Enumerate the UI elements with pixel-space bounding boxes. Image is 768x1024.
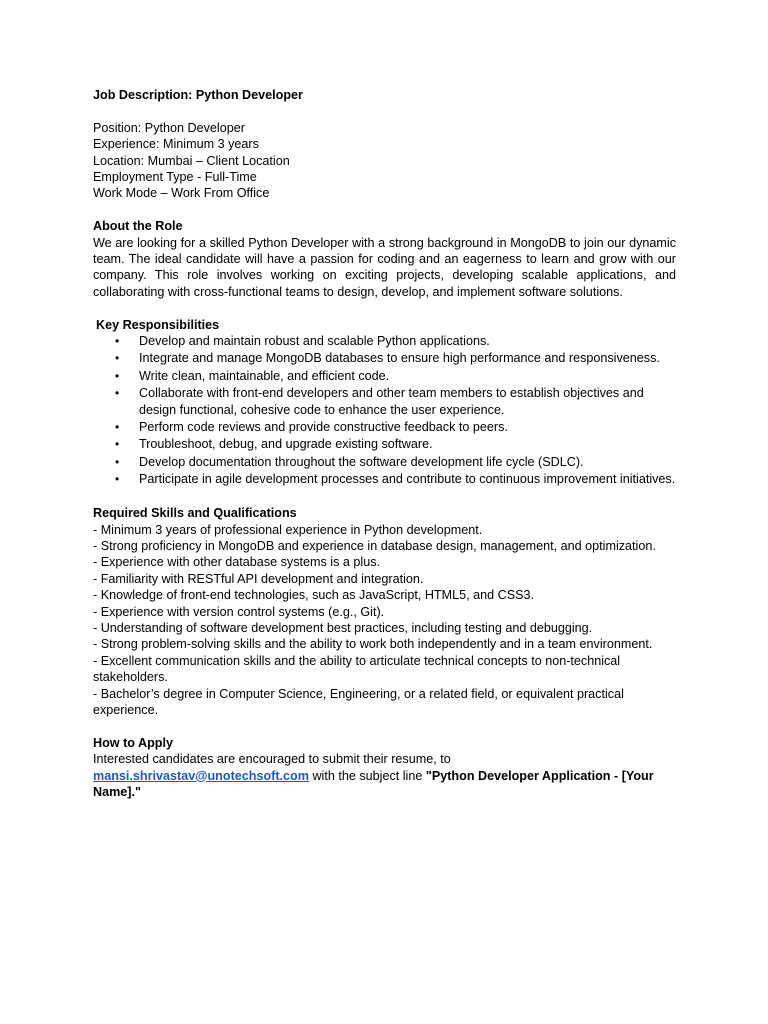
about-text: We are looking for a skilled Python Developer with a strong background in MongoDB to join our dynamic team. The ideal candidate will have a passion for coding and an eagerness to learn and grow with our company. This role involves working on exciting projects, developing scalable applications, and collaborating with cross-functional teams to design, develop, and implement software solutions. bbox=[93, 235, 676, 299]
skill-item: - Strong problem-solving skills and the ability to work both independently and in a team environment. bbox=[93, 637, 653, 652]
bullet-icon: • bbox=[115, 351, 120, 366]
list-item-text: Collaborate with front-end developers and other team members to establish objectives and design functional, cohesive code to enhance the user experience. bbox=[139, 386, 644, 417]
skills-heading: Required Skills and Qualifications bbox=[93, 506, 297, 521]
about-section bbox=[93, 218, 676, 300]
list-item-text: Participate in agile development processes and contribute to continuous improvement initiatives. bbox=[139, 472, 676, 487]
apply-heading: How to Apply bbox=[93, 735, 173, 750]
bullet-icon: • bbox=[115, 420, 120, 435]
responsibilities-section bbox=[93, 317, 676, 488]
responsibilities-heading: Key Responsibilities bbox=[96, 317, 220, 332]
skill-item: - Understanding of software development best practices, including testing and debugging. bbox=[93, 620, 593, 635]
apply-section bbox=[93, 735, 676, 801]
bullet-icon: • bbox=[115, 437, 120, 452]
email-link[interactable]: mansi.shrivastav@unotechsoft.com bbox=[93, 768, 309, 783]
subject-prefix: with the subject line bbox=[308, 768, 426, 783]
skill-item: - Familiarity with RESTful API development and integration. bbox=[93, 571, 424, 586]
bullet-icon: • bbox=[115, 386, 120, 401]
list-item-text: Write clean, maintainable, and efficient code. bbox=[139, 368, 390, 383]
apply-intro: Interested candidates are encouraged to submit their resume, to bbox=[93, 752, 451, 767]
job-description bbox=[93, 87, 676, 800]
skill-item: - Experience with other database systems is a plus. bbox=[93, 555, 380, 570]
skill-item: - Knowledge of front-end technologies, such as JavaScript, HTML5, and CSS3. bbox=[93, 588, 535, 603]
list-item-text: Develop and maintain robust and scalable Python applications. bbox=[139, 334, 490, 349]
detail-work-mode: Work Mode – Work From Office bbox=[93, 186, 270, 201]
list-item bbox=[115, 419, 676, 435]
list-item bbox=[115, 368, 676, 384]
list-item bbox=[115, 333, 676, 349]
about-heading: About the Role bbox=[93, 219, 183, 234]
skill-item: - Minimum 3 years of professional experience in Python development. bbox=[93, 522, 483, 537]
list-item-text: Integrate and manage MongoDB databases to ensure high performance and responsiveness. bbox=[139, 351, 660, 366]
bullet-icon: • bbox=[115, 334, 120, 349]
detail-experience: Experience: Minimum 3 years bbox=[93, 137, 259, 152]
apply-instructions bbox=[93, 768, 676, 801]
list-item-text: Troubleshoot, debug, and upgrade existing software. bbox=[139, 437, 433, 452]
bullet-icon: • bbox=[115, 368, 120, 383]
skill-item: - Bachelor’s degree in Computer Science, Engineering, or a related field, or equivalent practical experience. bbox=[93, 686, 624, 717]
detail-employment-type: Employment Type - Full-Time bbox=[93, 170, 257, 185]
list-item bbox=[115, 471, 676, 487]
skill-item: - Strong proficiency in MongoDB and experience in database design, management, and optimization. bbox=[93, 538, 656, 553]
subject-line: "Python Developer Application - [Your Name]." bbox=[93, 768, 654, 799]
page-title: Job Description: Python Developer bbox=[93, 88, 303, 102]
list-item bbox=[115, 350, 676, 366]
list-item bbox=[115, 436, 676, 452]
bullet-icon: • bbox=[115, 454, 120, 469]
detail-position: Position: Python Developer bbox=[93, 120, 245, 135]
detail-location: Location: Mumbai – Client Location bbox=[93, 153, 290, 168]
skill-item: - Experience with version control systems (e.g., Git). bbox=[93, 604, 385, 619]
bullet-icon: • bbox=[115, 472, 120, 487]
skills-section bbox=[93, 505, 676, 718]
list-item-text: Develop documentation throughout the software development life cycle (SDLC). bbox=[139, 454, 584, 469]
list-item bbox=[115, 454, 676, 470]
list-item-text: Perform code reviews and provide constructive feedback to peers. bbox=[139, 420, 508, 435]
responsibilities-list bbox=[93, 333, 676, 488]
list-item bbox=[115, 385, 676, 418]
skill-item: - Excellent communication skills and the ability to articulate technical concepts to non-technical stakeholders. bbox=[93, 653, 621, 685]
job-details bbox=[93, 120, 676, 202]
